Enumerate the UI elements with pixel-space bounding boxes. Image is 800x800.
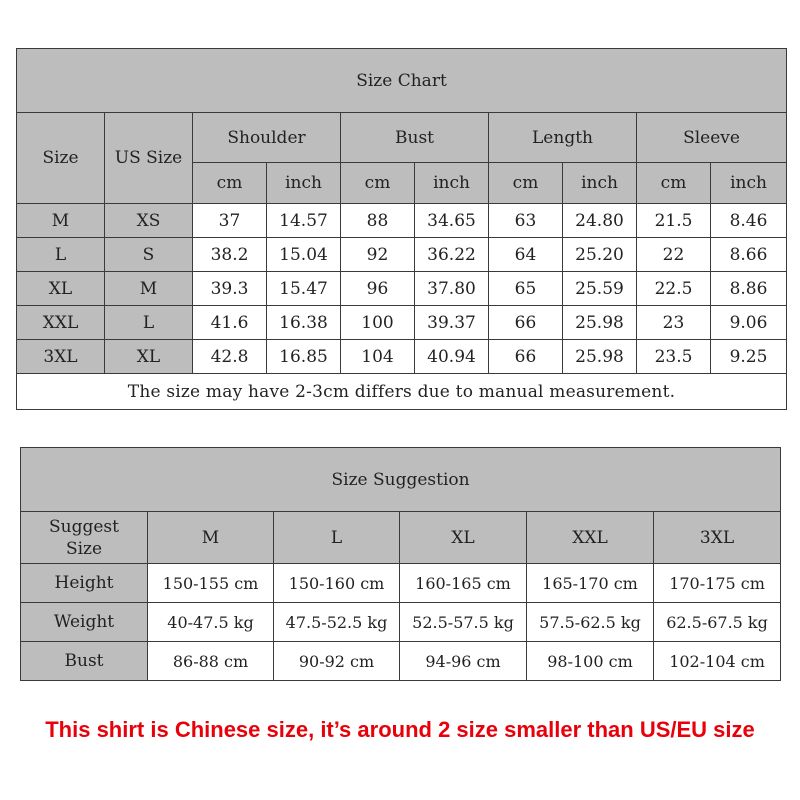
height-cell: 150-155 cm	[148, 564, 274, 603]
us-size-cell: XS	[105, 204, 193, 238]
weight-cell: 47.5-52.5 kg	[274, 603, 400, 642]
size-chart-table	[16, 48, 787, 410]
sleeve-cm-cell: 21.5	[637, 204, 711, 238]
us-size-cell: M	[105, 272, 193, 306]
suggest-size-xxl: XXL	[527, 512, 654, 564]
height-cell: 170-175 cm	[654, 564, 781, 603]
unit-header-cm: cm	[489, 163, 563, 204]
shoulder-inch-cell: 15.47	[267, 272, 341, 306]
size-cell: L	[17, 238, 105, 272]
height-cell: 160-165 cm	[400, 564, 527, 603]
length-inch-cell: 25.98	[563, 306, 637, 340]
sleeve-cm-cell: 23	[637, 306, 711, 340]
shoulder-cm-cell: 42.8	[193, 340, 267, 374]
sleeve-inch-cell: 9.06	[711, 306, 787, 340]
shoulder-cm-cell: 39.3	[193, 272, 267, 306]
suggest-size-l: L	[274, 512, 400, 564]
unit-header-inch: inch	[711, 163, 787, 204]
length-cm-cell: 66	[489, 306, 563, 340]
shoulder-inch-cell: 15.04	[267, 238, 341, 272]
length-cm-cell: 65	[489, 272, 563, 306]
group-header-length: Length	[489, 113, 637, 163]
sleeve-cm-cell: 23.5	[637, 340, 711, 374]
suggest-size-xl: XL	[400, 512, 527, 564]
bust-cell: 98-100 cm	[527, 642, 654, 681]
group-header-bust: Bust	[341, 113, 489, 163]
size-cell: XL	[17, 272, 105, 306]
sleeve-inch-cell: 8.66	[711, 238, 787, 272]
weight-cell: 62.5-67.5 kg	[654, 603, 781, 642]
us-size-cell: XL	[105, 340, 193, 374]
bust-cm-cell: 104	[341, 340, 415, 374]
group-header-sleeve: Sleeve	[637, 113, 787, 163]
table-row	[17, 204, 787, 238]
col-header-size: Size	[17, 113, 105, 204]
size-chart-title: Size Chart	[17, 49, 787, 113]
table-row	[21, 564, 781, 603]
length-inch-cell: 25.20	[563, 238, 637, 272]
length-cm-cell: 63	[489, 204, 563, 238]
shoulder-cm-cell: 37	[193, 204, 267, 238]
bust-inch-cell: 36.22	[415, 238, 489, 272]
bust-inch-cell: 40.94	[415, 340, 489, 374]
bust-cm-cell: 100	[341, 306, 415, 340]
size-cell: XXL	[17, 306, 105, 340]
height-cell: 150-160 cm	[274, 564, 400, 603]
bust-cell: 90-92 cm	[274, 642, 400, 681]
suggest-size-header	[21, 512, 148, 564]
unit-header-inch: inch	[563, 163, 637, 204]
weight-cell: 52.5-57.5 kg	[400, 603, 527, 642]
suggest-size-header-line1: Suggest	[49, 516, 119, 537]
shoulder-cm-cell: 38.2	[193, 238, 267, 272]
suggest-size-3xl: 3XL	[654, 512, 781, 564]
bust-inch-cell: 34.65	[415, 204, 489, 238]
length-cm-cell: 66	[489, 340, 563, 374]
length-inch-cell: 24.80	[563, 204, 637, 238]
suggest-size-header-line2: Size	[65, 538, 103, 559]
shoulder-inch-cell: 14.57	[267, 204, 341, 238]
sleeve-inch-cell: 9.25	[711, 340, 787, 374]
unit-header-cm: cm	[637, 163, 711, 204]
sleeve-inch-cell: 8.46	[711, 204, 787, 238]
bust-cm-cell: 96	[341, 272, 415, 306]
size-cell: M	[17, 204, 105, 238]
col-header-us-size: US Size	[105, 113, 193, 204]
measurement-note: The size may have 2-3cm differs due to manual measurement.	[17, 374, 787, 410]
height-cell: 165-170 cm	[527, 564, 654, 603]
bust-cm-cell: 88	[341, 204, 415, 238]
us-size-cell: L	[105, 306, 193, 340]
chinese-size-notice: This shirt is Chinese size, it’s around 2 size smaller than US/EU size	[45, 717, 755, 742]
bust-cm-cell: 92	[341, 238, 415, 272]
weight-cell: 40-47.5 kg	[148, 603, 274, 642]
sleeve-inch-cell: 8.86	[711, 272, 787, 306]
bust-inch-cell: 37.80	[415, 272, 489, 306]
group-header-shoulder: Shoulder	[193, 113, 341, 163]
unit-header-cm: cm	[193, 163, 267, 204]
suggest-size-m: M	[148, 512, 274, 564]
shoulder-inch-cell: 16.38	[267, 306, 341, 340]
size-cell: 3XL	[17, 340, 105, 374]
length-cm-cell: 64	[489, 238, 563, 272]
row-label-weight: Weight	[21, 603, 148, 642]
bust-inch-cell: 39.37	[415, 306, 489, 340]
sleeve-cm-cell: 22.5	[637, 272, 711, 306]
weight-cell: 57.5-62.5 kg	[527, 603, 654, 642]
table-row	[17, 340, 787, 374]
us-size-cell: S	[105, 238, 193, 272]
unit-header-cm: cm	[341, 163, 415, 204]
bust-cell: 102-104 cm	[654, 642, 781, 681]
bust-cell: 86-88 cm	[148, 642, 274, 681]
row-label-bust: Bust	[21, 642, 148, 681]
shoulder-cm-cell: 41.6	[193, 306, 267, 340]
table-row	[17, 306, 787, 340]
table-row	[17, 272, 787, 306]
sleeve-cm-cell: 22	[637, 238, 711, 272]
length-inch-cell: 25.59	[563, 272, 637, 306]
shoulder-inch-cell: 16.85	[267, 340, 341, 374]
table-row	[21, 642, 781, 681]
unit-header-inch: inch	[415, 163, 489, 204]
size-suggestion-table	[20, 447, 781, 681]
size-suggestion-title: Size Suggestion	[21, 448, 781, 512]
table-row	[21, 603, 781, 642]
length-inch-cell: 25.98	[563, 340, 637, 374]
bust-cell: 94-96 cm	[400, 642, 527, 681]
row-label-height: Height	[21, 564, 148, 603]
unit-header-inch: inch	[267, 163, 341, 204]
table-row	[17, 238, 787, 272]
